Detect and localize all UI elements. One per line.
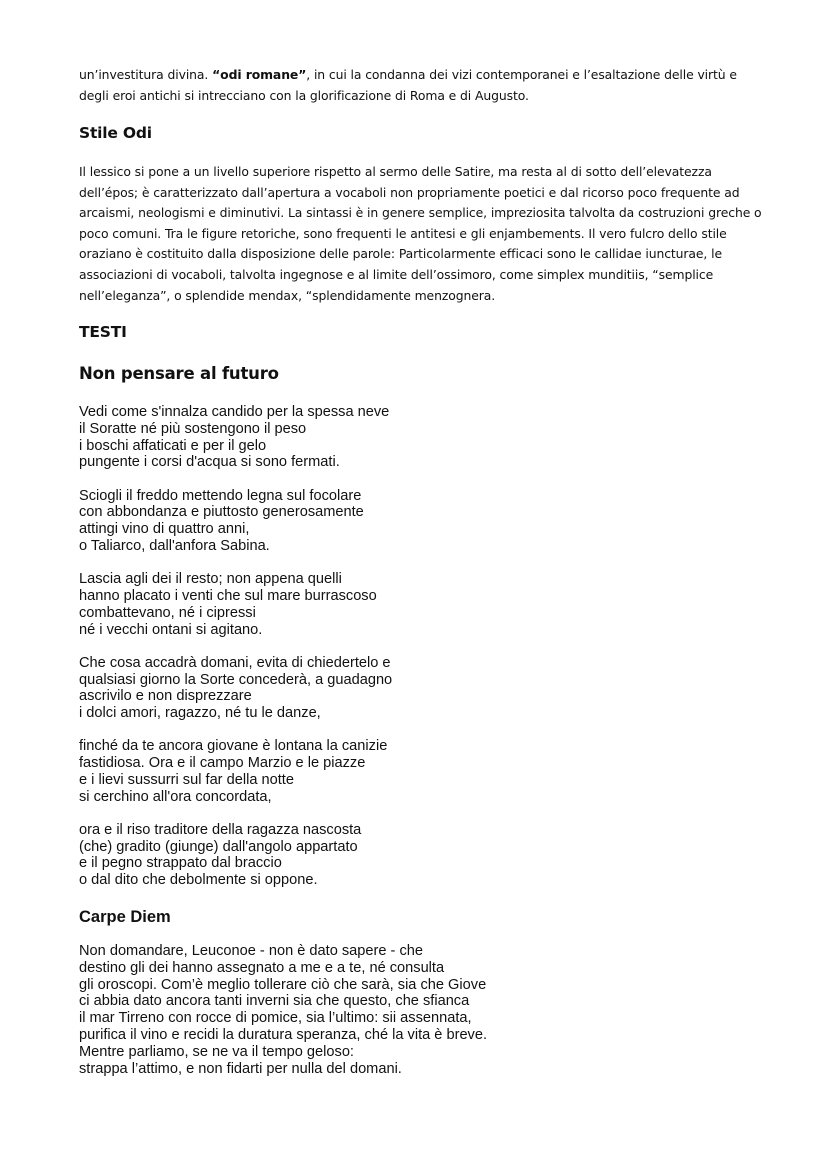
poem-line: finché da te ancora giovane è lontana la canizie	[79, 738, 388, 755]
poem1-heading: Non pensare al futuro	[79, 364, 279, 383]
poem-line: (che) gradito (giunge) dall'angolo appartato	[79, 838, 358, 855]
intro-lead: un’investitura divina.	[79, 67, 213, 82]
intro-bold-term: “odi romane”	[212, 67, 307, 82]
intro-paragraph	[79, 64, 769, 106]
poem-line: o dal dito che debolmente si oppone.	[79, 872, 318, 889]
poem-line: pungente i corsi d'acqua si sono fermati.	[79, 454, 340, 471]
poem-line: fastidiosa. Ora e il campo Marzio e le piazze	[79, 755, 366, 772]
poem-line: Non domandare, Leuconoe - non è dato sapere - che	[79, 943, 424, 959]
poem-line: e i lievi sussurri sul far della notte	[79, 771, 294, 788]
poem-line: né i vecchi ontani si agitano.	[79, 621, 263, 638]
poem-line: il mar Tirreno con rocce di pomice, sia l’ultimo: sii assennata,	[79, 1010, 472, 1027]
poem-line: Lascia agli dei il resto; non appena quelli	[79, 571, 342, 588]
poem-line: Vedi come s'innalza candido per la spessa neve	[79, 404, 390, 420]
poem-line: i dolci amori, ragazzo, né tu le danze,	[79, 705, 321, 722]
poem1-stanza	[79, 404, 539, 471]
poem-line: hanno placato i venti che sul mare burrascoso	[79, 587, 377, 604]
poem-line: attingi vino di quattro anni,	[79, 521, 250, 538]
poem-line: con abbondanza e piuttosto generosamente	[79, 504, 364, 521]
poem2-heading: Carpe Diem	[79, 908, 171, 926]
poem1-stanza	[79, 488, 539, 555]
poem-line: o Taliarco, dall'anfora Sabina.	[79, 537, 270, 554]
testi-heading: TESTI	[79, 323, 127, 341]
poem-line: combattevano, né i cipressi	[79, 604, 256, 621]
poem-line: destino gli dei hanno assegnato a me e a te, né consulta	[79, 959, 445, 976]
poem-line: Sciogli il freddo mettendo legna sul focolare	[79, 487, 362, 504]
poem-line: gli oroscopi. Com’è meglio tollerare ciò che sarà, sia che Giove	[79, 976, 487, 993]
stile-odi-heading: Stile Odi	[79, 124, 152, 142]
poem-line: ascrivilo e non disprezzare	[79, 688, 252, 705]
stile-paragraph: Il lessico si pone a un livello superiore rispetto al sermo delle Satire, ma resta al di sotto dell’elevatezza dell’épos; è caratterizzato dall’apertura a vocaboli non propriamente poetici e dal ricorso poco frequente ad arcaismi, neologismi e diminutivi. La sintassi è in genere semplice, impreziosita talvolta da costruzioni greche o poco comuni. Tra le figure retoriche, sono frequenti le antitesi e gli enjambements. Il vero fulcro dello stile oraziano è costituito dalla disposizione delle parole: Particolarmente efficaci sono le callidae iuncturae, le associazioni di vocaboli, talvolta ingegnose e al limite dell’ossimoro, come simplex munditiis, “semplice nell’eleganza”, o splendide mendax, “splendidamente menzognera.	[79, 164, 762, 303]
poem-line: e il pegno strappato dal braccio	[79, 855, 282, 872]
poem-line: il Soratte né più sostengono il peso	[79, 420, 307, 437]
poem-line: si cerchino all'ora concordata,	[79, 788, 272, 805]
poem1-stanza	[79, 571, 539, 638]
poem-line: i boschi affaticati e per il gelo	[79, 437, 267, 454]
poem2-body	[79, 943, 599, 1077]
poem-line: strappa l’attimo, e non fidarti per nulla del domani.	[79, 1060, 402, 1077]
poem-line: purifica il vino e recidi la duratura speranza, ché la vita è breve.	[79, 1026, 488, 1043]
poem1-stanza	[79, 655, 539, 722]
poem-line: Che cosa accadrà domani, evita di chiedertelo e	[79, 654, 391, 671]
poem1-stanza	[79, 822, 539, 889]
intro-rest: , in cui la condanna dei vizi contemporanei e l’esaltazione delle virtù e degli eroi antichi si intrecciano con la glorificazione di Roma e di Augusto.	[79, 67, 737, 103]
poem-line: qualsiasi giorno la Sorte concederà, a guadagno	[79, 671, 393, 688]
poem-line: ci abbia dato ancora tanti inverni sia che questo, che sfianca	[79, 993, 470, 1010]
poem-line: ora e il riso traditore della ragazza nascosta	[79, 821, 362, 838]
poem1-body	[79, 404, 539, 889]
poem1-stanza	[79, 738, 539, 805]
poem-line: Mentre parliamo, se ne va il tempo geloso:	[79, 1043, 354, 1060]
